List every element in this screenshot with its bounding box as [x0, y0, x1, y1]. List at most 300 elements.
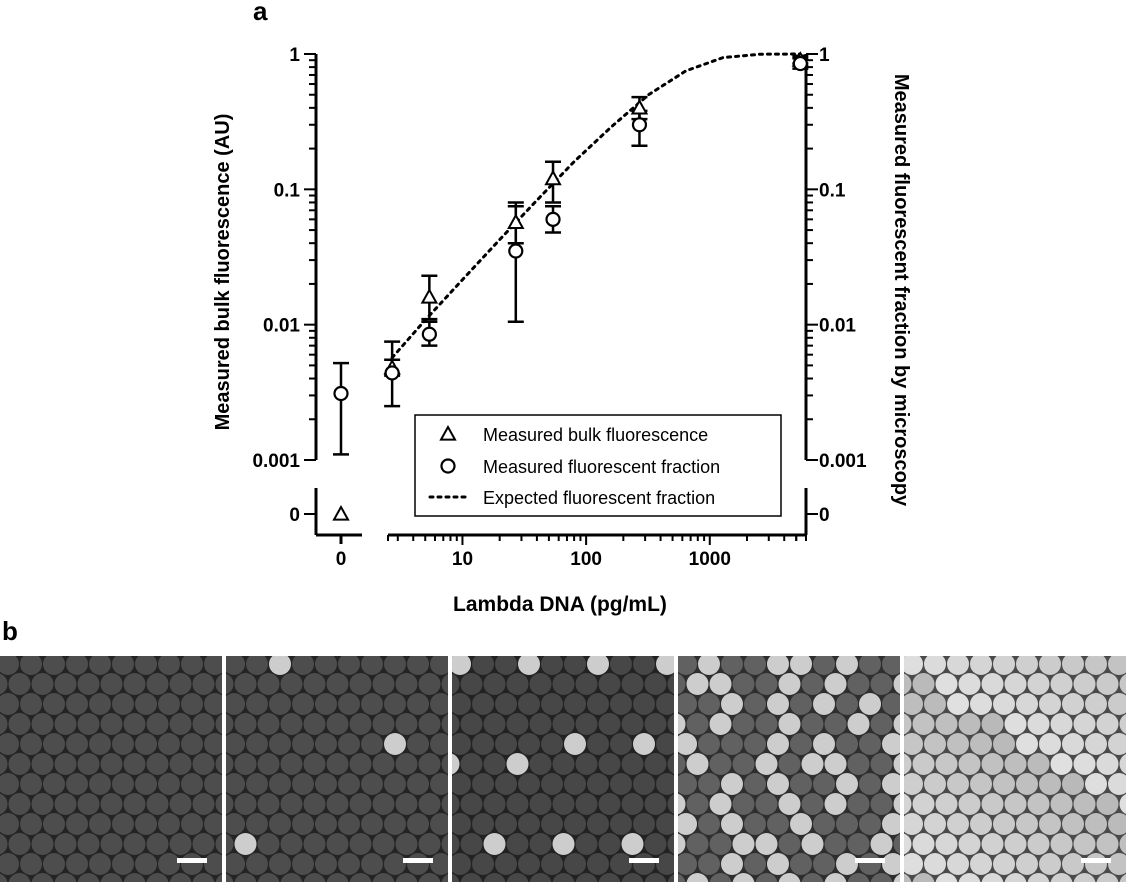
droplet — [472, 733, 494, 755]
droplet — [124, 793, 146, 815]
droplet — [507, 833, 529, 855]
droplet — [871, 833, 893, 855]
droplet — [959, 713, 981, 735]
droplet — [1016, 693, 1038, 715]
droplet — [292, 813, 314, 835]
droplet — [43, 693, 65, 715]
droplet — [530, 713, 552, 735]
droplet — [959, 793, 981, 815]
droplet — [1051, 753, 1073, 775]
image-panel-5-droplets — [904, 656, 1126, 882]
droplet — [396, 673, 418, 695]
droplet — [982, 673, 1004, 695]
droplet — [258, 753, 280, 775]
droplet — [924, 853, 946, 875]
image-panel-1 — [0, 656, 222, 882]
droplet — [790, 813, 812, 835]
droplet — [576, 833, 598, 855]
droplet — [610, 853, 632, 875]
droplet — [859, 773, 881, 795]
droplet — [982, 793, 1004, 815]
droplet — [1005, 713, 1027, 735]
droplet — [495, 773, 517, 795]
droplet — [541, 853, 563, 875]
droplet — [281, 753, 303, 775]
droplet — [1005, 833, 1027, 855]
droplet — [43, 733, 65, 755]
droplet — [744, 813, 766, 835]
droplet — [756, 833, 778, 855]
droplet — [9, 793, 31, 815]
droplet — [767, 773, 789, 795]
droplet — [970, 733, 992, 755]
droplet — [970, 693, 992, 715]
droplet — [407, 813, 429, 835]
droplet — [147, 793, 169, 815]
scale-bar — [177, 858, 207, 863]
droplet — [802, 673, 824, 695]
droplet — [802, 713, 824, 735]
droplet — [698, 813, 720, 835]
legend-label: Measured bulk fluorescence — [483, 425, 709, 445]
x-tick-label: 10 — [451, 549, 474, 570]
droplet — [135, 853, 157, 875]
droplet — [461, 793, 483, 815]
y-axis-label-right: Measured fluorescent fraction by microscopy — [890, 73, 912, 507]
droplet — [530, 793, 552, 815]
droplet — [484, 833, 506, 855]
droplet — [373, 753, 395, 775]
droplet — [733, 713, 755, 735]
droplet — [258, 713, 280, 735]
droplet — [710, 753, 732, 775]
droplet — [1039, 733, 1061, 755]
image-panel-1-droplets — [0, 656, 222, 882]
droplet — [687, 793, 709, 815]
droplet — [756, 753, 778, 775]
y-tick-label-left: 0.001 — [252, 451, 300, 472]
microscopy-images — [0, 656, 1128, 882]
droplet — [564, 813, 586, 835]
droplet — [193, 713, 215, 735]
y-tick-label-right: 0.001 — [819, 451, 867, 472]
droplet — [1074, 793, 1096, 815]
droplet — [269, 693, 291, 715]
expected-curve — [392, 54, 800, 358]
droplet — [484, 673, 506, 695]
droplet — [384, 853, 406, 875]
droplet — [518, 693, 540, 715]
panel-label-a: a — [253, 0, 268, 26]
x-tick-label: 1000 — [688, 549, 731, 570]
droplet — [913, 833, 935, 855]
droplet — [587, 693, 609, 715]
droplet — [633, 853, 655, 875]
droplet — [315, 693, 337, 715]
droplet — [124, 673, 146, 695]
droplet — [836, 693, 858, 715]
droplet — [993, 733, 1015, 755]
droplet — [181, 853, 203, 875]
droplet — [269, 773, 291, 795]
droplet — [66, 733, 88, 755]
droplet — [461, 713, 483, 735]
droplet — [158, 733, 180, 755]
droplet — [304, 833, 326, 855]
droplet — [327, 753, 349, 775]
droplet — [304, 673, 326, 695]
droplet — [396, 753, 418, 775]
droplet — [258, 793, 280, 815]
droplet — [461, 753, 483, 775]
droplet — [790, 733, 812, 755]
droplet — [361, 733, 383, 755]
droplet — [541, 733, 563, 755]
droplet — [55, 713, 77, 735]
droplet — [518, 733, 540, 755]
droplet — [43, 853, 65, 875]
droplet — [813, 853, 835, 875]
droplet — [687, 673, 709, 695]
image-panel-5 — [904, 656, 1126, 882]
droplet — [269, 733, 291, 755]
droplet — [622, 793, 644, 815]
droplet — [147, 673, 169, 695]
droplet — [530, 833, 552, 855]
droplet — [836, 773, 858, 795]
droplet — [55, 793, 77, 815]
droplet — [947, 773, 969, 795]
droplet — [710, 833, 732, 855]
droplet — [135, 733, 157, 755]
droplet — [327, 713, 349, 735]
droplet — [871, 673, 893, 695]
droplet — [871, 793, 893, 815]
droplet — [112, 693, 134, 715]
droplet — [530, 753, 552, 775]
droplet — [687, 713, 709, 735]
y-tick-label-left: 0.01 — [263, 315, 300, 337]
droplet — [66, 853, 88, 875]
droplet — [599, 673, 621, 695]
droplet — [756, 713, 778, 735]
droplet — [338, 693, 360, 715]
droplet — [633, 733, 655, 755]
droplet — [246, 773, 268, 795]
droplet — [9, 833, 31, 855]
droplet — [315, 813, 337, 835]
droplet — [66, 693, 88, 715]
droplet — [1039, 813, 1061, 835]
droplet — [181, 733, 203, 755]
fluorescent-fraction-point — [794, 57, 807, 70]
droplet — [721, 693, 743, 715]
droplet — [484, 753, 506, 775]
droplet — [170, 753, 192, 775]
droplet — [338, 733, 360, 755]
droplet — [89, 693, 111, 715]
droplet — [78, 673, 100, 695]
droplet — [913, 753, 935, 775]
droplet — [836, 853, 858, 875]
droplet — [55, 753, 77, 775]
droplet — [576, 793, 598, 815]
droplet — [518, 813, 540, 835]
droplet — [170, 833, 192, 855]
droplet — [181, 773, 203, 795]
droplet — [564, 773, 586, 795]
droplet — [767, 813, 789, 835]
droplet — [645, 673, 667, 695]
droplet — [825, 833, 847, 855]
droplet — [373, 833, 395, 855]
droplet — [170, 673, 192, 695]
droplet — [507, 673, 529, 695]
droplet — [32, 833, 54, 855]
droplet — [472, 853, 494, 875]
droplet — [304, 713, 326, 735]
droplet — [101, 713, 123, 735]
droplet — [936, 793, 958, 815]
droplet — [947, 733, 969, 755]
bulk-fluorescence-point — [334, 507, 348, 520]
droplet — [361, 813, 383, 835]
droplet — [610, 733, 632, 755]
droplet — [78, 753, 100, 775]
droplet — [1085, 693, 1107, 715]
droplet — [419, 753, 441, 775]
droplet — [924, 773, 946, 795]
droplet — [327, 673, 349, 695]
droplet — [710, 793, 732, 815]
droplet — [1028, 713, 1050, 735]
droplet — [32, 753, 54, 775]
droplet — [350, 713, 372, 735]
droplet — [384, 813, 406, 835]
droplet — [576, 673, 598, 695]
droplet — [158, 693, 180, 715]
droplet — [518, 853, 540, 875]
droplet — [848, 833, 870, 855]
droplet — [1062, 733, 1084, 755]
droplet — [292, 853, 314, 875]
droplet — [495, 813, 517, 835]
droplet — [361, 693, 383, 715]
droplet — [472, 813, 494, 835]
droplet — [507, 713, 529, 735]
droplet — [472, 773, 494, 795]
droplet — [767, 853, 789, 875]
droplet — [304, 793, 326, 815]
droplet — [599, 713, 621, 735]
droplet — [982, 713, 1004, 735]
droplet — [599, 833, 621, 855]
y-tick-label-left: 0.1 — [273, 180, 300, 202]
droplet — [158, 773, 180, 795]
droplet — [1074, 753, 1096, 775]
droplet — [1085, 813, 1107, 835]
droplet — [913, 713, 935, 735]
droplet — [733, 753, 755, 775]
droplet — [698, 733, 720, 755]
droplet — [9, 753, 31, 775]
droplet — [407, 693, 429, 715]
droplet — [698, 853, 720, 875]
droplet — [645, 793, 667, 815]
droplet — [327, 793, 349, 815]
droplet — [43, 773, 65, 795]
droplet — [373, 713, 395, 735]
droplet — [170, 793, 192, 815]
droplet — [484, 713, 506, 735]
droplet — [1062, 813, 1084, 835]
droplet — [281, 833, 303, 855]
droplet — [124, 713, 146, 735]
droplet — [20, 853, 42, 875]
droplet — [576, 713, 598, 735]
bulk-fluorescence-point — [546, 172, 560, 185]
droplet — [32, 673, 54, 695]
droplet — [721, 813, 743, 835]
droplet — [936, 713, 958, 735]
droplet — [246, 733, 268, 755]
droplet — [993, 693, 1015, 715]
droplet — [1085, 853, 1107, 875]
droplet — [779, 673, 801, 695]
droplet — [1028, 793, 1050, 815]
droplet — [825, 753, 847, 775]
droplet — [721, 773, 743, 795]
droplet — [495, 853, 517, 875]
droplet — [419, 793, 441, 815]
droplet — [66, 813, 88, 835]
droplet — [258, 673, 280, 695]
droplet — [622, 673, 644, 695]
droplet — [744, 693, 766, 715]
droplet — [698, 773, 720, 795]
droplet — [1016, 853, 1038, 875]
droplet — [89, 813, 111, 835]
droplet — [315, 773, 337, 795]
droplet — [269, 813, 291, 835]
droplet — [1062, 693, 1084, 715]
droplet — [1097, 673, 1119, 695]
droplet — [936, 833, 958, 855]
droplet — [859, 693, 881, 715]
droplet — [1051, 713, 1073, 735]
droplet — [20, 813, 42, 835]
droplet — [859, 813, 881, 835]
droplet — [1085, 733, 1107, 755]
expected-fluorescent-fraction-line — [392, 54, 800, 358]
droplet — [193, 793, 215, 815]
droplet — [871, 713, 893, 735]
droplet — [407, 773, 429, 795]
droplet — [721, 853, 743, 875]
droplet — [124, 833, 146, 855]
droplet — [825, 673, 847, 695]
droplet — [959, 673, 981, 695]
droplet — [993, 773, 1015, 795]
fluorescent-fraction-point — [633, 118, 646, 131]
droplet — [9, 713, 31, 735]
droplet — [181, 693, 203, 715]
droplet — [507, 753, 529, 775]
droplet — [1016, 813, 1038, 835]
droplet — [970, 813, 992, 835]
droplet — [813, 773, 835, 795]
droplet — [733, 833, 755, 855]
droplet — [825, 793, 847, 815]
droplet — [779, 753, 801, 775]
droplet — [124, 753, 146, 775]
droplet — [790, 773, 812, 795]
droplet — [924, 733, 946, 755]
droplet — [315, 853, 337, 875]
legend — [415, 415, 781, 516]
droplet — [848, 753, 870, 775]
droplet — [813, 813, 835, 835]
droplet — [419, 713, 441, 735]
droplet — [553, 753, 575, 775]
scale-bar — [403, 858, 433, 863]
droplet — [147, 713, 169, 735]
x-axis-label: Lambda DNA (pg/mL) — [453, 593, 667, 616]
droplet — [993, 813, 1015, 835]
image-panel-3 — [452, 656, 674, 882]
droplet — [744, 733, 766, 755]
droplet — [1005, 793, 1027, 815]
droplet — [78, 833, 100, 855]
droplet — [20, 733, 42, 755]
droplet — [633, 693, 655, 715]
droplet — [859, 733, 881, 755]
droplet — [1039, 693, 1061, 715]
y-tick-label-left: 1 — [289, 45, 300, 66]
droplet — [1028, 673, 1050, 695]
droplet — [1028, 833, 1050, 855]
droplet — [396, 833, 418, 855]
droplet — [871, 753, 893, 775]
droplet — [767, 693, 789, 715]
droplet — [1016, 773, 1038, 795]
legend-circle-marker — [442, 460, 455, 473]
droplet — [292, 773, 314, 795]
droplet — [1051, 833, 1073, 855]
scale-bar — [629, 858, 659, 863]
droplet — [633, 773, 655, 795]
droplet — [530, 673, 552, 695]
droplet — [32, 793, 54, 815]
droplet — [587, 733, 609, 755]
droplet — [947, 693, 969, 715]
bulk-fluorescence-point — [422, 290, 436, 303]
droplet — [55, 673, 77, 695]
droplet — [373, 673, 395, 695]
droplet — [599, 753, 621, 775]
droplet — [147, 753, 169, 775]
droplet — [622, 833, 644, 855]
droplet — [89, 733, 111, 755]
droplet — [802, 833, 824, 855]
droplet — [78, 713, 100, 735]
droplet — [292, 733, 314, 755]
droplet — [779, 713, 801, 735]
droplet — [472, 693, 494, 715]
droplet — [396, 713, 418, 735]
droplet — [959, 833, 981, 855]
droplet — [384, 733, 406, 755]
